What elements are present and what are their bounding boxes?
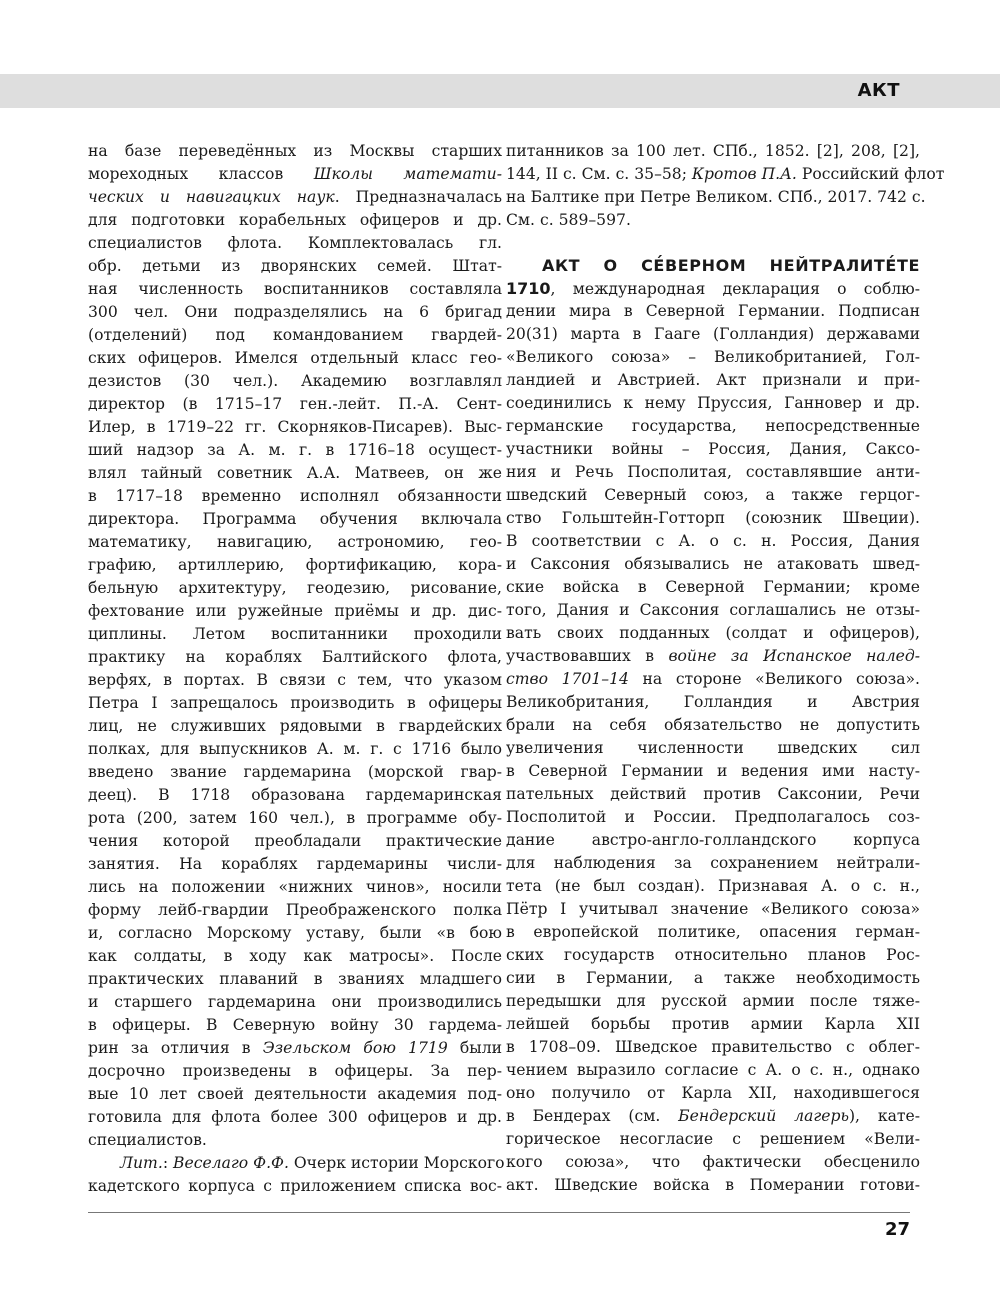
text-line: готовила для флота более 300 офицеров и др. (88, 1108, 502, 1126)
text-line: занятия. На кораблях гардемарины числи- (88, 855, 502, 873)
left-column (88, 140, 505, 1198)
text-line: акт. Шведские войска в Померании готови- (506, 1176, 920, 1194)
text-line: увеличения численности шведских сил (506, 739, 920, 757)
text-line: ские войска в Северной Германии; кроме (506, 578, 920, 596)
text-line: форму лейб-гвардии Преображенского полка (88, 901, 502, 919)
text-line: В соответствии с А. о с. н. Россия, Дания (506, 532, 920, 550)
text-line: лейшей борьбы против армии Карла XII (506, 1015, 920, 1033)
text-line: полках, для выпускников А. м. г. с 1716 было (88, 740, 502, 758)
citation-line: питанников за 100 лет. СПб., 1852. [2], 208, [2], (506, 142, 920, 160)
right-column (506, 140, 945, 1197)
text-line: кого союза», что фактически обесценило (506, 1153, 920, 1171)
text-line: в офицеры. В Северную войну 30 гардема- (88, 1016, 502, 1034)
text-line: Петра I запрещалось производить в офицеры (88, 694, 502, 712)
text-line: ских офицеров. Имелся отдельный класс гео- (88, 349, 502, 367)
text-line: оно получило от Карла XII, находившегося (506, 1084, 920, 1102)
text-line: влял тайный советник А.А. Матвеев, он же (88, 464, 502, 482)
text-line: в Бендерах (см. Бендерский лагерь), кате- (506, 1107, 920, 1125)
text-line: в 1708–09. Шведское правительство с облег- (506, 1038, 920, 1056)
text-line: и Саксония обязывались не атаковать швед- (506, 555, 920, 573)
text-line: обр. детьми из дворянских семей. Штат- (88, 257, 502, 275)
text-line: циплины. Летом воспитанники проходили (88, 625, 502, 643)
text-line: бельную архитектуру, геодезию, рисование, (88, 579, 502, 597)
text-line: 1710, международная декларация о соблю- (506, 279, 920, 298)
text-line: в 1717–18 временно исполнял обязанности (88, 487, 502, 505)
text-line: ландией и Австрией. Акт признали и при- (506, 371, 920, 389)
text-line: для наблюдения за сохранением нейтрали- (506, 854, 920, 872)
citation-author: Кротов П.А. (691, 165, 797, 183)
text-line: лиц, не служивших рядовыми в гвардейских (88, 717, 502, 735)
text-line: ший надзор за А. м. г. в 1716–18 осущест- (88, 441, 502, 459)
text-line: верфях, в портах. В связи с тем, что указом (88, 671, 502, 689)
text-line: чением выразило согласие с А. о с. н., однако (506, 1061, 920, 1079)
footer-divider (88, 1212, 910, 1213)
italic-cross-reference: Школы математи- (313, 165, 502, 183)
text-line: шведский Северный союз, а также герцог- (506, 486, 920, 504)
page-number: 27 (884, 1219, 910, 1240)
text-line: практику на кораблях Балтийского флота, (88, 648, 502, 666)
text-line: дезистов (30 чел.). Академию возглавлял (88, 372, 502, 390)
text-line: участвовавших в войне за Испанское налед- (506, 647, 921, 665)
text-line: как солдаты, в ходу как матросы». После (88, 947, 502, 965)
text-line: специалистов флота. Комплектовалась гл. (88, 234, 502, 252)
italic-cross-reference: ство 1701–14 (506, 670, 629, 688)
text-line: германские государства, непосредственные (506, 417, 920, 435)
citation-line: См. с. 589–597. (506, 211, 631, 229)
text-line: математику, навигацию, астрономию, гео- (88, 533, 502, 551)
text-line: в европейской политике, опасения герман- (506, 923, 920, 941)
running-head-band (0, 74, 1000, 108)
entry-heading: АКТ О СЕ́ВЕРНОМ НЕЙТРАЛИТЕ́ТЕ (542, 256, 920, 275)
text-line: ство Гольштейн-Готторп (союзник Швеции). (506, 509, 920, 527)
text-line: лись на положении «нижних чинов», носили (88, 878, 502, 896)
text-line: Посполитой и России. Предполагалось соз- (506, 808, 920, 826)
citation-line: 144, II с. См. с. 35–58; Кротов П.А. Российский флот (506, 165, 945, 183)
text-line: дание австро-англо-голландского корпуса (506, 831, 920, 849)
text-line: практических плаваний в званиях младшего (88, 970, 502, 988)
text-line: дении мира в Северной Германии. Подписан (506, 302, 920, 320)
text-line: директора. Программа обучения включала (88, 510, 502, 528)
text-line: 20(31) марта в Гааге (Голландия) державами (506, 325, 920, 343)
text-line: сии в Германии, а также необходимость (506, 969, 920, 987)
text-line: директор (в 1715–17 ген.-лейт. П.-А. Сент- (88, 395, 502, 413)
text-line: ство 1701–14 на стороне «Великого союза». (506, 670, 920, 688)
text-line: досрочно произведены в офицеры. За пер- (88, 1062, 502, 1080)
text-line: (отделений) под командованием гвардей- (88, 326, 502, 344)
text-line: ских государств относительно планов Рос- (506, 946, 920, 964)
text-line: ния и Речь Посполитая, составлявшие анти- (506, 463, 920, 481)
text-line: ная численность воспитанников составляла (88, 280, 502, 298)
entry-gap (506, 232, 920, 254)
text-line: горическое несогласие с решением «Вели- (506, 1130, 920, 1148)
text-line: и старшего гардемарина они производились (88, 993, 502, 1011)
text-line: Великобритания, Голландия и Австрия (506, 693, 920, 711)
text-line: фехтование или ружейные приёмы и др. дис- (88, 602, 502, 620)
text-line: введено звание гардемарина (морской гвар- (88, 763, 502, 781)
text-line: кадетского корпуса с приложением списка вос- (88, 1177, 502, 1195)
text-line: и, согласно Морскому уставу, были «в бою (88, 924, 502, 942)
text-line: передышки для русской армии после тяже- (506, 992, 920, 1010)
text-line: «Великого союза» – Великобританией, Гол- (506, 348, 920, 366)
text-line: пательных действий против Саксонии, Речи (506, 785, 920, 803)
literature-author: Веселаго Ф.Ф. (173, 1154, 289, 1172)
text-line: рота (200, затем 160 чел.), в программе обу- (88, 809, 502, 827)
text-line: чения которой преобладали практические (88, 832, 502, 850)
text-line: соединились к нему Пруссия, Ганновер и др. (506, 394, 920, 412)
text-line: Илер, в 1719–22 гг. Скорняков-Писарев). Выс- (88, 418, 502, 436)
literature-label: Лит. (120, 1154, 163, 1172)
italic-cross-reference: Бендерский лагерь (678, 1107, 849, 1125)
text-line: тета (не был создан). Признавая А. о с. н., (506, 877, 920, 895)
text-line: графию, артиллерию, фортификацию, кора- (88, 556, 502, 574)
text-line: Пётр I учитывал значение «Великого союза» (506, 900, 920, 918)
text-line: вые 10 лет своей деятельности академия под- (88, 1085, 502, 1103)
text-line: деец). В 1718 образована гардемаринская (88, 786, 502, 804)
running-head: АКТ (857, 80, 900, 101)
text-line: вать своих подданных (солдат и офицеров), (506, 624, 920, 642)
text-line: для подготовки корабельных офицеров и др. (88, 211, 502, 229)
citation-line: на Балтике при Петре Великом. СПб., 2017. 742 с. (506, 188, 926, 206)
text-line: специалистов. (88, 1131, 207, 1149)
italic-cross-reference: ческих и навигацких наук (88, 188, 335, 206)
text-line: на базе переведённых из Москвы старших (88, 142, 502, 160)
text-line: участники войны – Россия, Дания, Саксо- (506, 440, 920, 458)
literature-line: Лит.: Веселаго Ф.Ф. Очерк истории Морского (120, 1154, 505, 1172)
text-line: 300 чел. Они подразделялись на 6 бригад (88, 303, 502, 321)
italic-cross-reference: войне за Испанское налед- (668, 647, 921, 665)
text-line: в Северной Германии и ведения ими насту- (506, 762, 920, 780)
text-line: брали на себя обязательство не допустить (506, 716, 920, 734)
italic-cross-reference: Эзельском бою 1719 (262, 1039, 448, 1057)
text-line: мореходных классов Школы математи- (88, 165, 502, 183)
entry-year: 1710 (506, 279, 551, 298)
text-line: ческих и навигацких наук. Предназначалась (88, 188, 502, 206)
text-line: того, Дания и Саксония соглашались не отзы- (506, 601, 920, 619)
text-line: рин за отличия в Эзельском бою 1719 были (88, 1039, 502, 1057)
